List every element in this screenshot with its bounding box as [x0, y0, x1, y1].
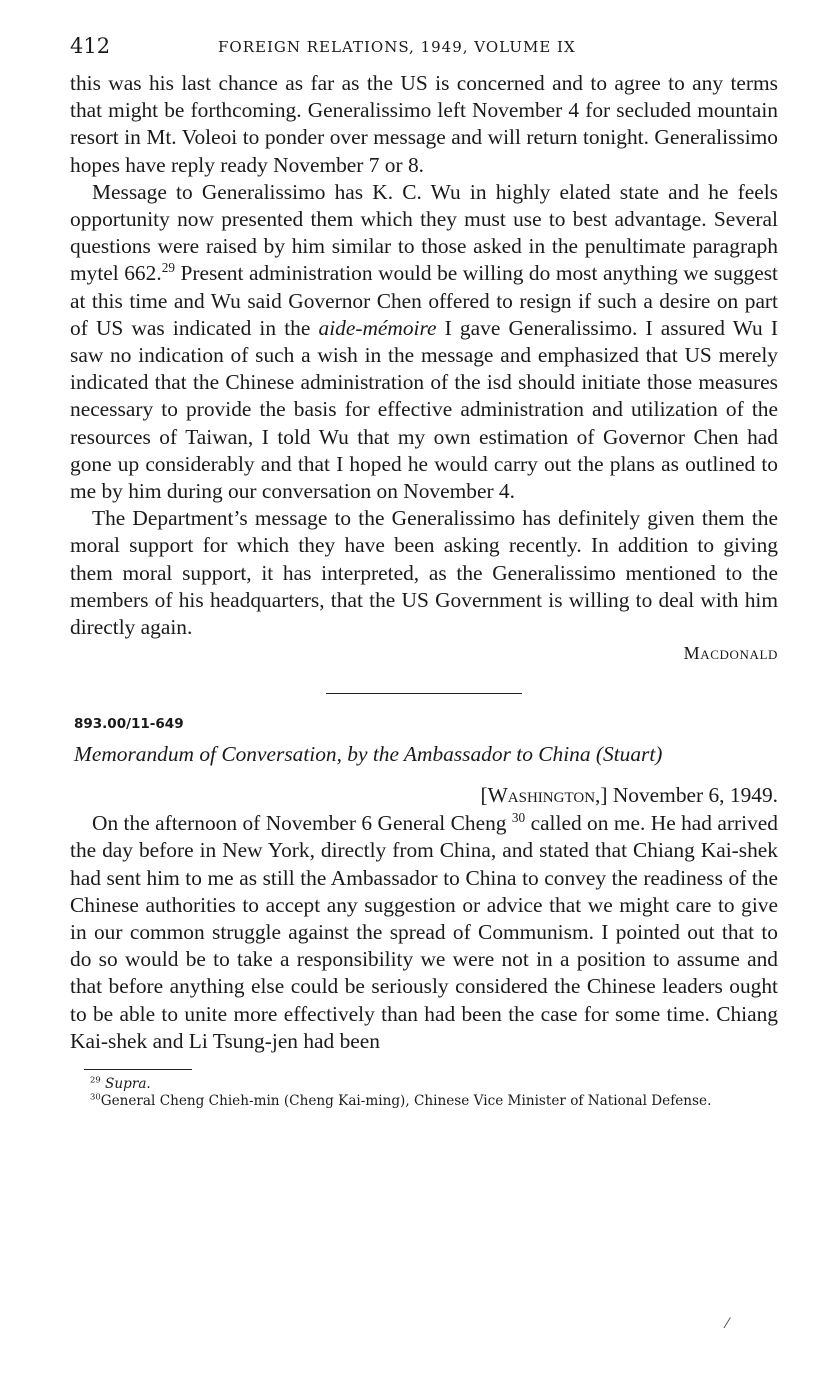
- footnote-30-number: 30: [90, 1091, 101, 1102]
- aide-memoire-term: aide-mémoire: [318, 315, 437, 340]
- footnotes: [70, 1076, 778, 1110]
- page-header: [70, 34, 778, 70]
- running-head: FOREIGN RELATIONS, 1949, VOLUME IX: [218, 38, 576, 56]
- footnote-29-number: 29: [90, 1074, 101, 1085]
- dateline: [70, 783, 778, 808]
- signature: Macdonald: [683, 643, 778, 664]
- document-page: [70, 34, 778, 1110]
- telegram-paragraph-3: The Department’s message to the Generalissimo has definitely given them the moral support for which they have been asking recently. In addition to giving them moral support, it has interpreted, as the Generalissimo mentioned to the members of his headquarters, that the US Government is willing to deal with him directly again.: [70, 506, 778, 640]
- footnote-rule: [84, 1069, 192, 1070]
- document-title-author: (Stuart): [595, 742, 663, 767]
- footnote-30-text: General Cheng Chieh-min (Cheng Kai-ming), Chinese Vice Minister of National Defense.: [100, 1093, 712, 1110]
- telegram-paragraph-1: this was his last chance as far as the US is concerned and to agree to any terms that might be forthcoming. Generalissimo left November 4 for secluded mountain resort in Mt. Voleoi to ponder over message and will return tonight. Generalissimo hopes have reply ready November 7 or 8.: [70, 71, 778, 177]
- footnote-29-text: Supra.: [105, 1076, 151, 1093]
- telegram-paragraph-2-part-b: Present administration would be willing do most anything we suggest at this time and Wu said Governor Chen offered to resign if such a desire on part of US was indicated in the: [70, 261, 778, 340]
- dateline-date: November 6, 1949.: [607, 783, 778, 808]
- memorandum-body: [70, 810, 778, 1055]
- stray-mark: ⁄: [726, 1316, 729, 1332]
- memorandum-paragraph-1: [70, 810, 778, 1055]
- section-separator: [326, 693, 522, 694]
- telegram-paragraph-2: [70, 179, 778, 505]
- memorandum-paragraph-1-part-a: On the afternoon of November 6 General Cheng: [92, 811, 512, 836]
- file-number: 893.00/11-649: [74, 716, 184, 733]
- document-title: [70, 742, 778, 767]
- telegram-paragraph-2-part-a: Message to Generalissimo has K. C. Wu in highly elated state and he feels opportunity now presented them which they must use to best advantage. Several questions were raised by him similar to those asked in the penultimate paragraph mytel 662.: [70, 179, 778, 286]
- footnote-ref-30: 30: [511, 810, 526, 826]
- memorandum-paragraph-1-part-b: called on me. He had arrived the day before in New York, directly from China, and stated that Chiang Kai-shek had sent him to me as still the Ambassador to China to convey the readiness of the Chinese authorities to accept any suggestion or advice that we might care to give in our common struggle against the spread of Communism. I pointed out that to do so would be to take a responsibility we were not in a position to assume and that before anything else could be seriously considered the Chinese leaders ought to be able to unite more effectively than had been the case for some time. Chiang Kai-shek and Li Tsung-jen had been: [70, 811, 778, 1053]
- footnote-29: [78, 1076, 778, 1093]
- telegram-body: [70, 70, 778, 641]
- document-title-text: Memorandum of Conversation, by the Ambassador to China: [74, 742, 591, 767]
- footnote-ref-29: 29: [161, 260, 175, 276]
- telegram-paragraph-2-part-c: I gave Generalissimo. I assured Wu I saw no indication of such a wish in the message and emphasized that US merely indicated that the Chinese administration of the isd should initiate those measures necessary to provide the basis for effective administration and utilization of the resources of Taiwan, I told Wu that my own estimation of Governor Chen had gone up considerably and that I hoped he would carry out the plans as outlined to me by him during our conversation on November 4.: [70, 315, 779, 504]
- dateline-place: [Washington,]: [480, 783, 608, 808]
- footnote-30: [78, 1093, 778, 1110]
- page-number: 412: [70, 34, 111, 58]
